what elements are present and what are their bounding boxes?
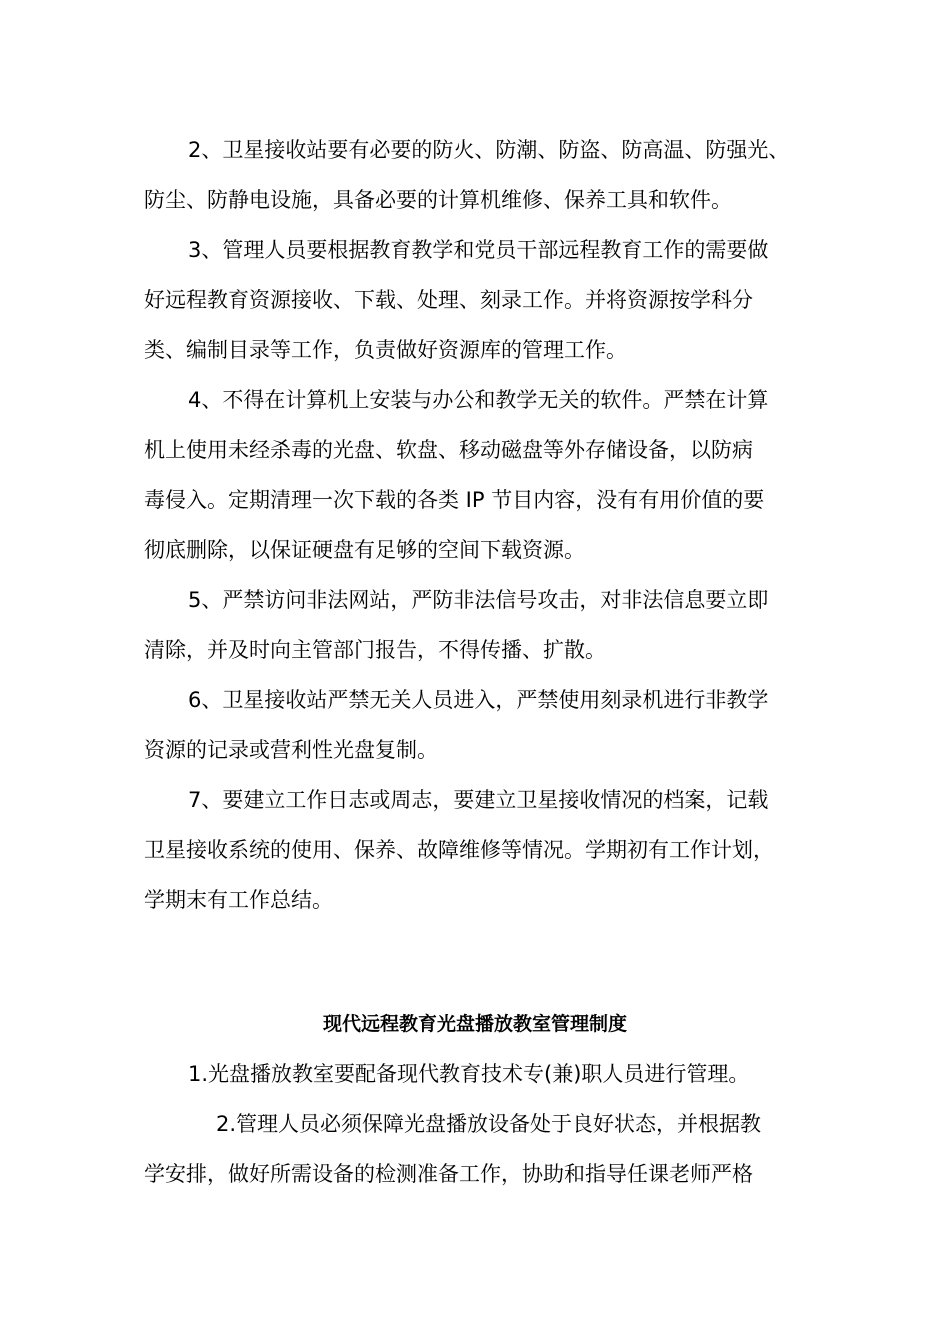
paragraph-line: 资源的记录或营利性光盘复制。 [144,738,438,762]
paragraph-line: 类、编制目录等工作，负责做好资源库的管理工作。 [144,338,627,362]
paragraph-line: 机上使用未经杀毒的光盘、软盘、移动磁盘等外存储设备，以防病 [144,438,753,462]
paragraph-line: 1.光盘播放教室要配备现代教育技术专(兼)职人员进行管理。 [188,1062,750,1086]
paragraph-line: 清除，并及时向主管部门报告，不得传播、扩散。 [144,638,606,662]
paragraph-line: 学安排，做好所需设备的检测准备工作，协助和指导任课老师严格 [144,1162,753,1186]
paragraph-line: 彻底删除，以保证硬盘有足够的空间下载资源。 [144,538,585,562]
paragraph-line: 3、管理人员要根据教育教学和党员干部远程教育工作的需要做 [188,238,769,262]
paragraph-line: 好远程教育资源接收、下载、处理、刻录工作。并将资源按学科分 [144,288,753,312]
paragraph-line: 6、卫星接收站严禁无关人员进入，严禁使用刻录机进行非教学 [188,688,769,712]
paragraph-line: 7、要建立工作日志或周志，要建立卫星接收情况的档案，记载 [188,788,769,812]
paragraph-line: 学期末有工作总结。 [144,888,333,912]
paragraph-line: 5、严禁访问非法网站，严防非法信号攻击，对非法信息要立即 [188,588,769,612]
paragraph-line: 卫星接收系统的使用、保养、故障维修等情况。学期初有工作计划， [144,838,774,862]
section-title: 现代远程教育光盘播放教室管理制度 [322,1013,627,1035]
paragraph-line: 2、卫星接收站要有必要的防火、防潮、防盗、防高温、防强光、 [188,138,790,162]
paragraph-line: 防尘、防静电设施，具备必要的计算机维修、保养工具和软件。 [144,188,732,212]
paragraph-line: 2.管理人员必须保障光盘播放设备处于良好状态，并根据教 [216,1112,762,1136]
paragraph-line: 4、不得在计算机上安装与办公和教学无关的软件。严禁在计算 [188,388,769,412]
paragraph-line: 毒侵入。定期清理一次下载的各类 IP 节目内容，没有有用价值的要 [144,488,765,512]
